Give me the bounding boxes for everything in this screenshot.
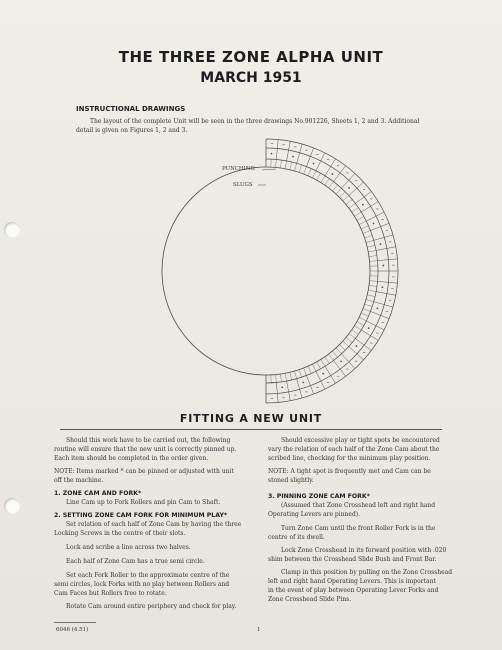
cam-tick: [363, 231, 370, 234]
section-3-line-a: (Assumed that Zone Crosshead left and right hand: [281, 502, 436, 509]
cam-tick: [359, 317, 366, 321]
section-3-line-h: left and right hand Operating Levers. This is important: [268, 578, 436, 585]
cam-tick: [280, 160, 281, 168]
cam-cell-dot: [381, 286, 383, 288]
cam-circle: [162, 167, 370, 375]
cam-cell-dot: [373, 223, 375, 225]
cam-cell-dot: [271, 153, 273, 155]
cam-tick: [370, 261, 378, 262]
cam-tick: [285, 161, 286, 169]
cam-tick: [321, 359, 325, 366]
cam-divider: [378, 259, 398, 261]
cam-tick: [340, 192, 346, 198]
cam-tick: [276, 159, 277, 167]
cam-tick: [304, 167, 307, 174]
section-3-line-j: Zone Crosshead Slide Pins.: [268, 596, 352, 603]
cam-tick: [285, 373, 286, 381]
cam-tick: [276, 375, 277, 383]
cam-tick: [365, 304, 373, 307]
section-divider: [60, 429, 442, 430]
cam-divider: [287, 141, 291, 161]
cam-cell-dot: [368, 327, 370, 329]
note-line-2: off the machine.: [54, 477, 104, 484]
section-3-line-d: centre of its dwell.: [268, 534, 325, 541]
cam-cell-dot: [362, 204, 364, 206]
cam-tick: [368, 290, 376, 291]
cam-tick: [329, 354, 334, 360]
cam-tick: [304, 368, 307, 375]
section-2-line-g: Cam Faces but Rollers free to rotate.: [54, 590, 167, 597]
right-para-line-2: vary the relation of each half of the Zone Cam about the: [268, 446, 440, 453]
cam-divider: [333, 360, 345, 376]
cam-divider: [287, 381, 291, 401]
cam-tick: [369, 285, 377, 286]
footer-code: 6046 (4.51): [56, 627, 89, 633]
cam-tick: [359, 221, 366, 225]
section-3-line-b: Operating Levers are pinned).: [268, 511, 361, 518]
document-date: MARCH 1951: [200, 70, 302, 86]
cam-cell-dot: [355, 345, 357, 347]
cam-tick: [317, 173, 321, 180]
cam-tick: [352, 330, 359, 335]
instructional-heading: INSTRUCTIONAL DRAWINGS: [76, 105, 186, 113]
cam-tick: [349, 334, 355, 339]
cam-tick: [368, 250, 376, 251]
cam-tick: [354, 326, 361, 330]
page-number: 1: [257, 627, 261, 633]
section-2-heading: 2. SETTING ZONE CAM FORK FOR MINIMUM PLAY*: [54, 512, 228, 519]
section-3-line-g: Clamp in this position by pulling on the Zone Crosshead: [281, 569, 453, 576]
section-2-line-e: Set each Fork Roller to the approximate centre of the: [66, 572, 230, 579]
cam-tick: [363, 309, 370, 312]
cam-cell-dot: [379, 243, 381, 245]
cam-tick: [290, 372, 292, 380]
cam-tick: [366, 299, 374, 301]
intro-line-1: Should this work have to be carried out, the following: [66, 437, 231, 444]
cam-divider: [297, 144, 302, 163]
cam-tick: [354, 212, 361, 216]
cam-divider: [333, 166, 345, 182]
cam-cell-dot: [313, 163, 315, 165]
cam-tick: [343, 196, 349, 201]
cam-tick: [367, 245, 375, 247]
section-1-text: Line Cam up to Fork Rollers and pin Cam to Shaft.: [66, 499, 221, 506]
cam-tick: [361, 226, 368, 229]
intro-line-3: Each item should be completed in the order given.: [54, 455, 209, 462]
cam-tick: [336, 348, 341, 354]
cam-tick: [346, 199, 352, 204]
cam-tick: [308, 169, 311, 176]
cam-tick: [312, 364, 316, 371]
cam-tick: [299, 370, 302, 378]
document-title: THE THREE ZONE ALPHA UNIT: [118, 48, 384, 66]
cam-tick: [329, 182, 334, 188]
right-para-line-3: scribed line, checking for the minimum play position.: [268, 455, 431, 462]
cam-divider: [378, 281, 398, 283]
cam-cell-dot: [302, 382, 304, 384]
cam-divider: [276, 140, 278, 160]
section-3-line-c: Turn Zone Cam until the front Roller Fork is in the: [281, 525, 436, 532]
footer-rule: [54, 622, 96, 623]
cam-tick: [317, 362, 321, 369]
cam-tick: [294, 163, 296, 171]
cam-divider: [325, 159, 336, 176]
instructional-line-2: detail is given on Figures 1, 2 and 3.: [76, 127, 188, 134]
instructional-line-1: The layout of the complete Unit will be seen in the three drawings No.901226, Sheets 1, 2 and 3. Additional: [90, 118, 420, 125]
cam-tick: [357, 322, 364, 326]
section-2-line-c: Lock and scribe a line across two halves.: [66, 544, 191, 551]
fitting-heading: FITTING A NEW UNIT: [179, 412, 323, 425]
cam-cell-dot: [332, 173, 334, 175]
section-2-line-f: semi circles, lock Forks with no play between Rollers and: [54, 581, 230, 588]
cam-divider: [355, 338, 371, 350]
section-3-line-e: Lock Zone Crosshead in its forward position with .020: [281, 547, 447, 554]
cam-cell-dot: [382, 265, 384, 267]
section-3-heading: 3. PINNING ZONE CAM FORK*: [268, 493, 370, 500]
cam-divider: [297, 379, 302, 398]
cam-tick: [290, 162, 292, 170]
cam-divider: [376, 292, 396, 296]
cam-divider: [355, 191, 371, 203]
cam-cell-dot: [377, 307, 379, 309]
cam-tick: [336, 188, 341, 194]
cam-divider: [374, 302, 393, 307]
section-2-line-d: Each half of Zone Cam has a true semi circle.: [66, 558, 205, 565]
cam-tick: [357, 217, 364, 221]
cam-tick: [343, 341, 349, 346]
cam-tick: [340, 345, 346, 351]
cam-divider: [361, 202, 378, 213]
cam-tick: [365, 235, 373, 238]
cam-tick: [325, 357, 330, 364]
cam-divider: [376, 247, 396, 251]
cam-tick: [325, 179, 330, 186]
cam-tick: [346, 337, 352, 342]
cam-tick: [308, 366, 311, 373]
cam-cell-dot: [292, 156, 294, 158]
cam-tick: [366, 240, 374, 242]
cam-cell-dot: [281, 386, 283, 388]
cam-cell-dot: [340, 360, 342, 362]
right-note-line-1: NOTE: A tight spot is frequently met and Cam can be: [268, 468, 431, 475]
cam-cell-dot: [322, 373, 324, 375]
section-3-line-i: in the event of play between Operating Lever Forks and: [268, 587, 439, 594]
cam-tick: [369, 256, 377, 257]
cam-tick: [349, 204, 355, 209]
cam-divider: [374, 235, 393, 240]
cam-tick: [367, 295, 375, 297]
note-line-1: NOTE: Items marked * can be pinned or adjusted with unit: [54, 468, 234, 475]
section-2-line-a: Set relation of each half of Zone Cam by having the three: [66, 521, 242, 528]
cam-tick: [312, 171, 316, 178]
label-punching: PUNCHING: [222, 166, 255, 172]
cam-tick: [370, 281, 378, 282]
cam-tick: [321, 176, 325, 183]
cam-tick: [352, 208, 359, 213]
cam-divider: [316, 153, 325, 171]
cam-tick: [294, 371, 296, 379]
cam-tick: [299, 165, 302, 173]
cam-divider: [325, 366, 336, 383]
section-1-heading: 1. ZONE CAM AND FORK*: [54, 490, 142, 497]
cam-tick: [361, 313, 368, 316]
cam-tick: [280, 374, 281, 382]
cam-tick: [332, 351, 337, 357]
intro-line-2: routine will ensure that the new unit is correctly pinned up.: [54, 446, 237, 453]
cam-divider: [276, 383, 278, 403]
cam-divider: [361, 330, 378, 341]
cam-cell-dot: [348, 187, 350, 189]
section-2-line-h: Rotate Cam around entire periphery and check for play.: [66, 603, 237, 610]
section-2-line-b: Locking Screws in the centre of their slots.: [54, 530, 186, 537]
punching-leader: [262, 169, 276, 170]
right-note-line-2: stoned slightly.: [268, 477, 314, 484]
section-3-line-f: shim between the Crosshead Slide Bush and Front Bar.: [268, 556, 437, 563]
right-para-line-1: Should excessive play or tight spots be encountered: [281, 437, 440, 444]
label-slugs: SLUGS: [233, 182, 253, 188]
cam-tick: [332, 185, 337, 191]
